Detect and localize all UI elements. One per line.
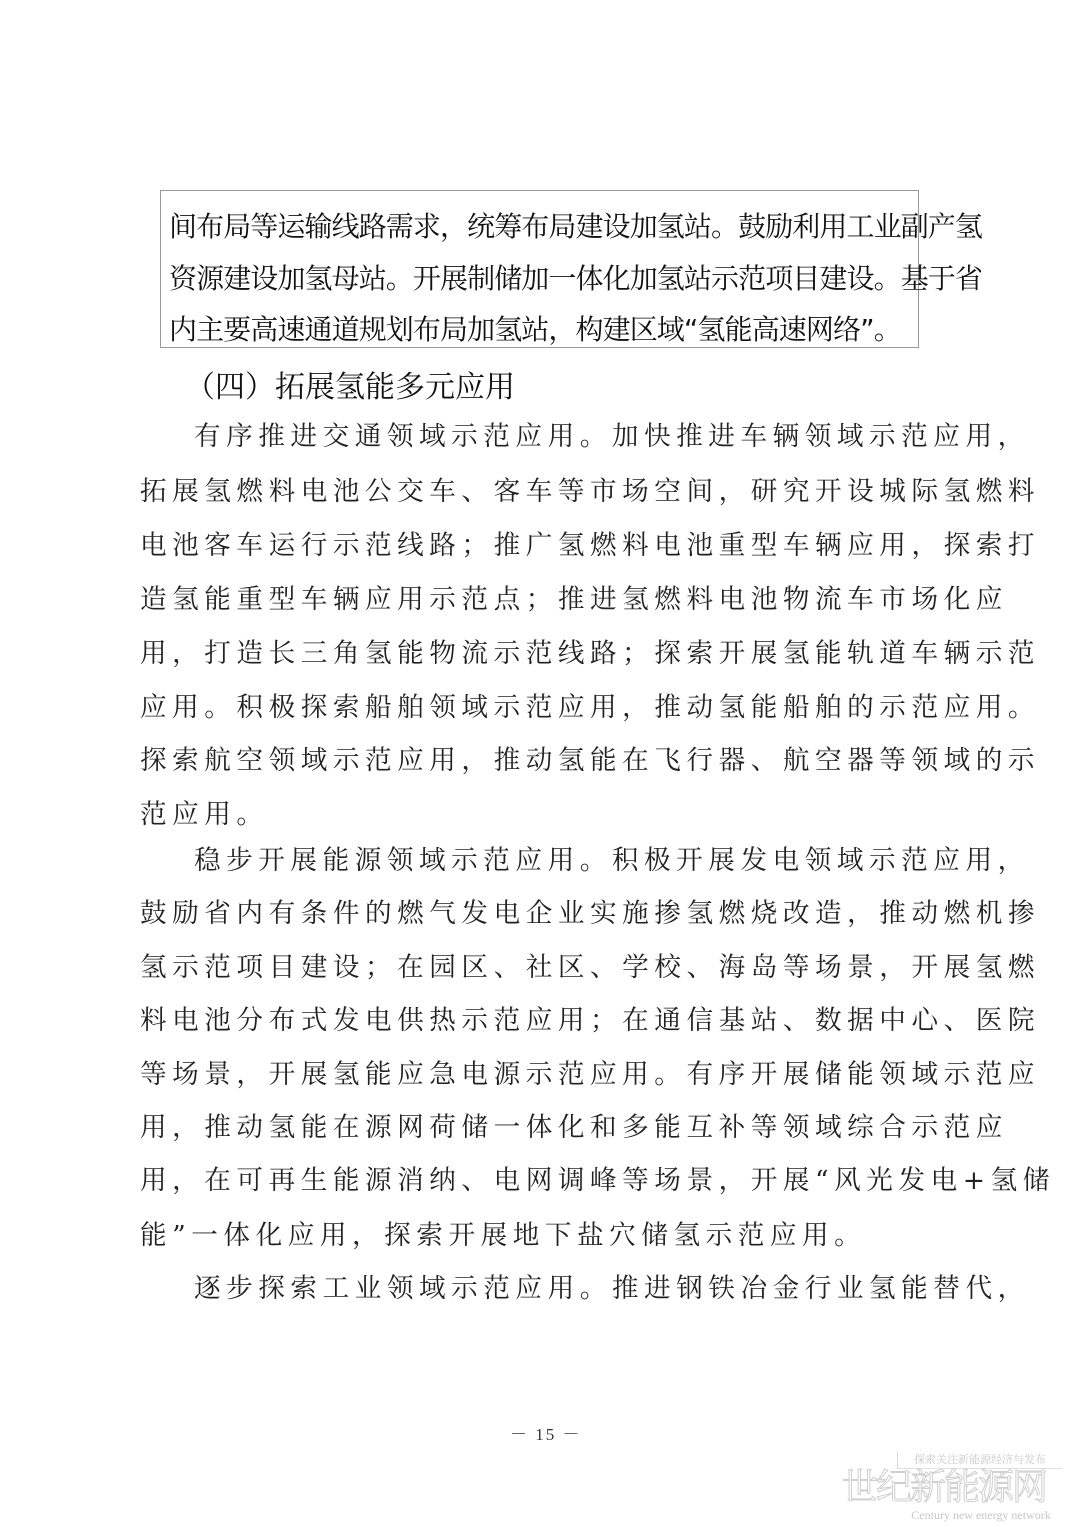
boxed-line: 内主要高速通道规划布局加氢站，构建区域“氢能高速网络”。 <box>169 313 901 346</box>
paragraph-line: 拓展氢燃料电池公交车、客车等市场空间，研究开设城际氢燃料 <box>140 476 1041 507</box>
page-number: － 15 － <box>510 1425 582 1444</box>
watermark-tagline: 探索关注新能源经济与发布 <box>897 1452 1062 1469</box>
watermark-brand: 世纪新能源网 <box>842 1467 1047 1508</box>
paragraph-line: 造氢能重型车辆应用示范点；推进氢燃料电池物流车市场化应 <box>140 584 1008 615</box>
watermark-brand-en: Century new energy network <box>911 1508 1051 1522</box>
paragraph-line: 等场景，开展氢能应急电源示范应用。有序开展储能领域示范应 <box>140 1059 1041 1090</box>
paragraph-line: 应用。积极探索船舶领域示范应用，推动氢能船舶的示范应用。 <box>140 692 1041 723</box>
paragraph-line: 能”一体化应用，探索开展地下盐穴储氢示范应用。 <box>140 1220 867 1251</box>
paragraph-line: 探索航空领域示范应用，推动氢能在飞行器、航空器等领域的示 <box>140 745 1041 776</box>
paragraph-line: 鼓励省内有条件的燃气发电企业实施掺氢燃烧改造，推动燃机掺 <box>140 898 1041 929</box>
paragraph-line: 有序推进交通领域示范应用。加快推进车辆领域示范应用， <box>194 421 1030 452</box>
paragraph-line: 电池客车运行示范线路；推广氢燃料电池重型车辆应用，探索打 <box>140 530 1041 561</box>
boxed-line: 间布局等运输线路需求，统筹布局建设加氢站。鼓励利用工业副产氢 <box>169 210 983 243</box>
boxed-line: 资源建设加氢母站。开展制储加一体化加氢站示范项目建设。基于省 <box>169 262 983 295</box>
paragraph-line: 逐步探索工业领域示范应用。推进钢铁冶金行业氢能替代， <box>194 1273 1030 1304</box>
paragraph-line: 氢示范项目建设；在园区、社区、学校、海岛等场景，开展氢燃 <box>140 952 1041 983</box>
paragraph-line: 料电池分布式发电供热示范应用；在通信基站、数据中心、医院 <box>140 1005 1041 1036</box>
paragraph-line: 用，打造长三角氢能物流示范线路；探索开展氢能轨道车辆示范 <box>140 638 1041 669</box>
section-heading: （四）拓展氢能多元应用 <box>185 370 515 405</box>
paragraph-line: 用，在可再生能源消纳、电网调峰等场景，开展“风光发电+氢储 <box>140 1165 1055 1196</box>
paragraph-line: 稳步开展能源领域示范应用。积极开展发电领域示范应用， <box>194 845 1030 876</box>
paragraph-line: 用，推动氢能在源网荷储一体化和多能互补等领域综合示范应 <box>140 1112 1008 1143</box>
boxed-excerpt <box>160 190 983 348</box>
paragraph-line: 范应用。 <box>140 799 269 830</box>
